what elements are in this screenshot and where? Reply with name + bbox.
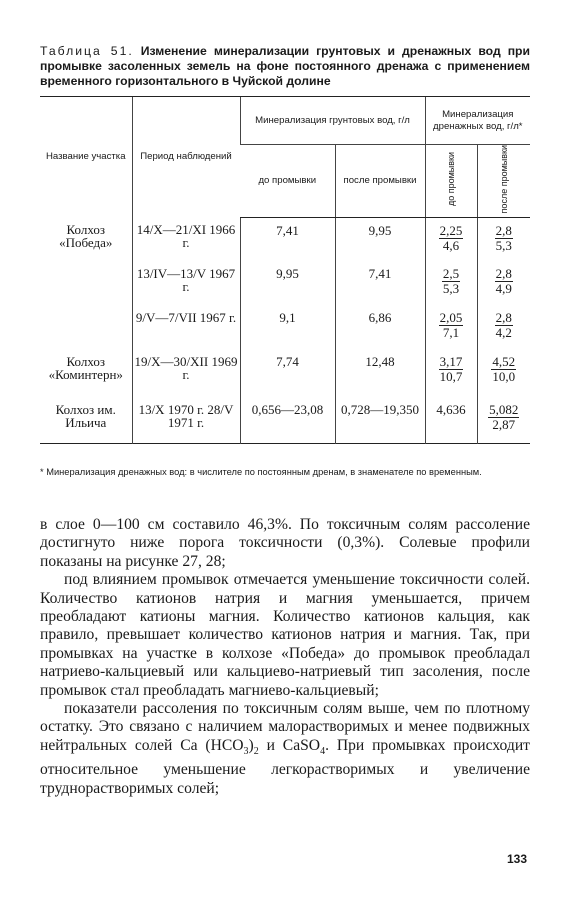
cell-gw-before: 0,656—23,08 xyxy=(240,397,335,443)
header-site: Название участка xyxy=(40,97,132,218)
paragraph: в слое 0—100 см составило 46,3%. По токсичным солям рассоление достигнуто ниже порога токсичности (0,3%). Солевые профили показаны на рисунке 27, 28; xyxy=(40,516,530,570)
header-drainage: Минерализация дренажных вод, г/л* xyxy=(425,97,530,145)
table-row xyxy=(40,397,530,443)
cell-gw-after: 0,728—19,350 xyxy=(335,397,425,443)
cell-site xyxy=(40,305,132,349)
cell-period: 14/X—21/XI 1966 г. xyxy=(132,217,240,261)
paragraph: показатели рассоления по токсичным солям выше, чем по плотному остатку. Это связано с наличием малорастворимых и менее подвижных нейтральных солей Ca $(HCO_3)_2$ и CaSO$_4$. При промывках происходит относительное уменьшение легкорастворимых и увеличение труднорастворимых солей; xyxy=(40,700,530,797)
cell-dr-after: $\frac{2,8}{5,3}$ xyxy=(477,217,530,261)
cell-gw-after: 9,95 xyxy=(335,217,425,261)
cell-dr-after: $\frac{4,52}{10,0}$ xyxy=(477,349,530,397)
cell-dr-before: $\frac{2,5}{5,3}$ xyxy=(425,261,477,305)
table-row xyxy=(40,305,530,349)
cell-dr-before: $\frac{3,17}{10,7}$ xyxy=(425,349,477,397)
cell-gw-after: 6,86 xyxy=(335,305,425,349)
table-caption xyxy=(40,44,530,89)
page-number: 133 xyxy=(506,852,527,866)
cell-gw-before: 7,74 xyxy=(240,349,335,397)
cell-gw-before: 9,1 xyxy=(240,305,335,349)
cell-period: 19/X—30/XII 1969 г. xyxy=(132,349,240,397)
cell-dr-after: $\frac{2,8}{4,9}$ xyxy=(477,261,530,305)
cell-period: 9/V—7/VII 1967 г. xyxy=(132,305,240,349)
header-dr-after: после промывки xyxy=(477,145,530,218)
cell-gw-after: 12,48 xyxy=(335,349,425,397)
cell-dr-after: $\frac{5,082}{2,87}$ xyxy=(477,397,530,443)
table-row xyxy=(40,217,530,261)
header-gw-before: до промывки xyxy=(240,145,335,218)
table-label: Таблица 51. xyxy=(40,44,134,58)
cell-site: Колхоз им. Ильича xyxy=(55,402,116,431)
body-text xyxy=(40,516,530,798)
cell-period: 13/IV—13/V 1967 г. xyxy=(132,261,240,305)
cell-gw-before: 7,41 xyxy=(240,217,335,261)
cell-gw-before: 9,95 xyxy=(240,261,335,305)
cell-dr-before: $\frac{2,25}{4,6}$ xyxy=(425,217,477,261)
cell-dr-after: $\frac{2,8}{4,2}$ xyxy=(477,305,530,349)
header-dr-before: до промывки xyxy=(425,145,477,218)
cell-dr-before: $\frac{2,05}{7,1}$ xyxy=(425,305,477,349)
cell-dr-before: 4,636 xyxy=(425,397,477,443)
paragraph: под влиянием промывок отмечается уменьшение токсичности солей. Количество катионов натрия и магния уменьшается, причем преобладают катионы магния. Количество катионов кальция, как правило, превышает количество катионов натрия и магния. Так, при промывках на участке в колхозе «Победа» до промывок преобладал натриево-кальциевый или кальциево-натриевый тип засоления, после промывок стал преобладать магниево-кальциевый; xyxy=(40,571,530,699)
cell-site: Колхоз «Коминтерн» xyxy=(48,354,123,383)
table-title: Изменение минерализации грунтовых и дренажных вод при промывке засоленных земель на фоне постоянного дренажа с применением временного горизонтального в Чуйской долине xyxy=(40,44,530,88)
cell-site: Колхоз «Победа» xyxy=(59,222,113,251)
cell-period: 13/X 1970 г. 28/V 1971 г. xyxy=(132,397,240,443)
header-groundwater: Минерализация грунтовых вод, г/л xyxy=(240,97,425,145)
table-row xyxy=(40,261,530,305)
header-gw-after: после промывки xyxy=(335,145,425,218)
mineralization-table xyxy=(40,96,530,444)
table-footnote: * Минерализация дренажных вод: в числителе по постоянным дренам, в знаменателе по временным. xyxy=(40,467,482,477)
table-row xyxy=(40,349,530,397)
cell-site xyxy=(40,261,132,305)
cell-gw-after: 7,41 xyxy=(335,261,425,305)
header-period: Период наблюдений xyxy=(132,97,240,218)
